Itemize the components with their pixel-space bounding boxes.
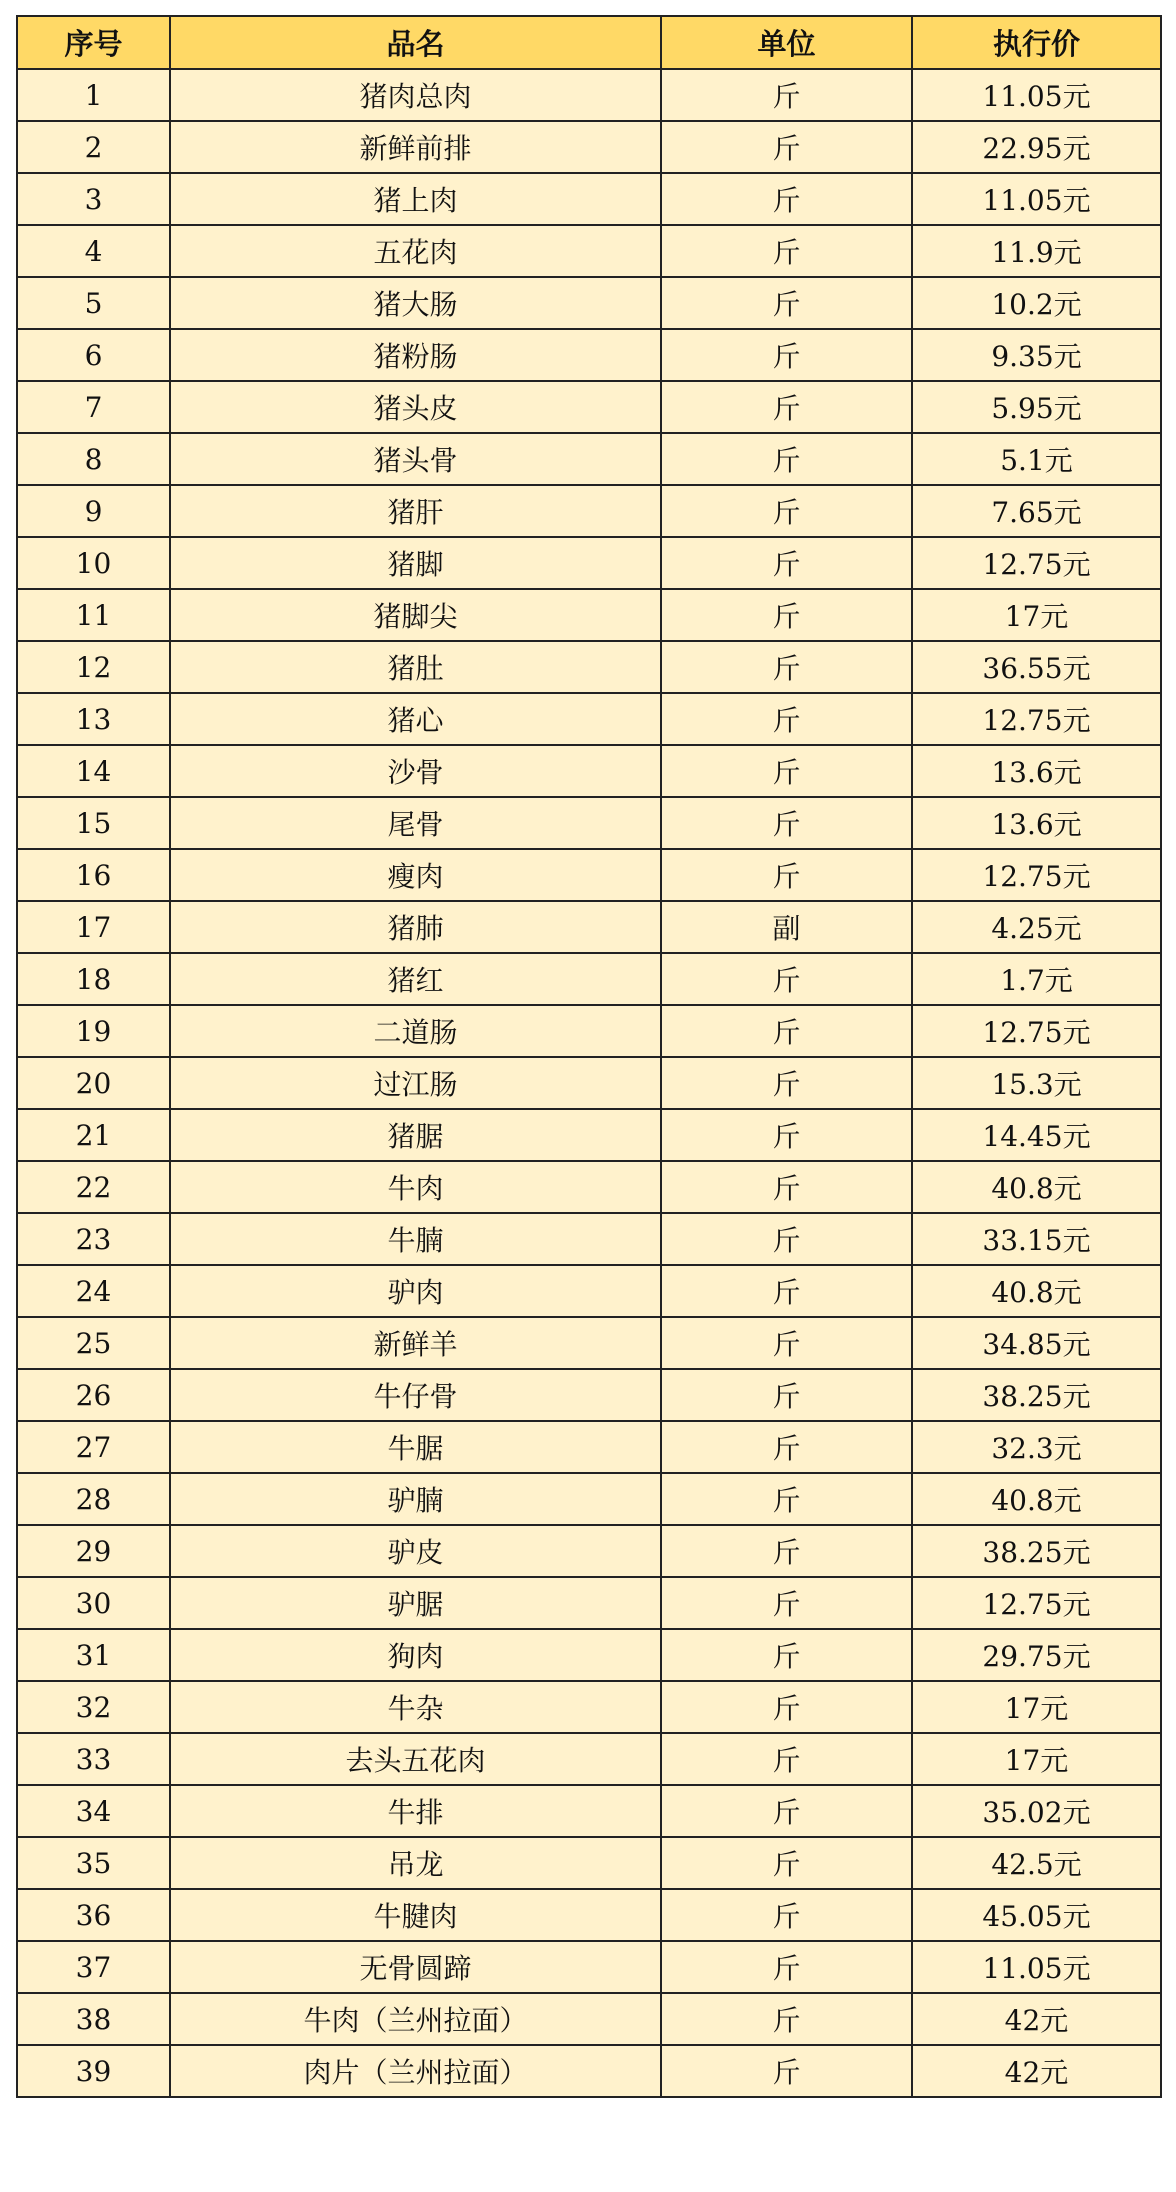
cell-price: 40.8元 xyxy=(912,1473,1161,1525)
cell-unit: 斤 xyxy=(661,69,912,121)
cell-index: 38 xyxy=(17,1993,170,2045)
cell-price: 12.75元 xyxy=(912,693,1161,745)
cell-index: 29 xyxy=(17,1525,170,1577)
cell-unit: 斤 xyxy=(661,277,912,329)
cell-name: 驴皮 xyxy=(170,1525,661,1577)
cell-index: 23 xyxy=(17,1213,170,1265)
cell-unit: 斤 xyxy=(661,1213,912,1265)
cell-name: 牛肉（兰州拉面） xyxy=(170,1993,661,2045)
cell-index: 17 xyxy=(17,901,170,953)
cell-price: 17元 xyxy=(912,1733,1161,1785)
table-row xyxy=(17,1837,1161,1889)
cell-unit: 斤 xyxy=(661,2045,912,2097)
cell-name: 牛腩 xyxy=(170,1213,661,1265)
cell-index: 6 xyxy=(17,329,170,381)
table-row xyxy=(17,953,1161,1005)
cell-name: 猪大肠 xyxy=(170,277,661,329)
table-row xyxy=(17,433,1161,485)
table-header xyxy=(17,16,1161,69)
table-row xyxy=(17,1525,1161,1577)
cell-price: 12.75元 xyxy=(912,1005,1161,1057)
cell-index: 12 xyxy=(17,641,170,693)
cell-price: 5.1元 xyxy=(912,433,1161,485)
table-row xyxy=(17,1941,1161,1993)
cell-unit: 斤 xyxy=(661,797,912,849)
cell-index: 20 xyxy=(17,1057,170,1109)
cell-unit: 斤 xyxy=(661,121,912,173)
cell-unit: 斤 xyxy=(661,433,912,485)
cell-name: 猪红 xyxy=(170,953,661,1005)
cell-price: 42元 xyxy=(912,2045,1161,2097)
cell-unit: 斤 xyxy=(661,745,912,797)
cell-name: 瘦肉 xyxy=(170,849,661,901)
table-row xyxy=(17,329,1161,381)
cell-price: 40.8元 xyxy=(912,1161,1161,1213)
table-row xyxy=(17,1213,1161,1265)
table-row xyxy=(17,1681,1161,1733)
header-price: 执行价 xyxy=(912,16,1161,69)
table-row xyxy=(17,1057,1161,1109)
cell-unit: 斤 xyxy=(661,1941,912,1993)
cell-price: 33.15元 xyxy=(912,1213,1161,1265)
cell-index: 13 xyxy=(17,693,170,745)
cell-index: 19 xyxy=(17,1005,170,1057)
cell-name: 无骨圆蹄 xyxy=(170,1941,661,1993)
cell-index: 30 xyxy=(17,1577,170,1629)
cell-index: 24 xyxy=(17,1265,170,1317)
cell-price: 35.02元 xyxy=(912,1785,1161,1837)
cell-price: 32.3元 xyxy=(912,1421,1161,1473)
cell-name: 新鲜羊 xyxy=(170,1317,661,1369)
cell-name: 牛腒 xyxy=(170,1421,661,1473)
cell-unit: 斤 xyxy=(661,1525,912,1577)
cell-unit: 斤 xyxy=(661,1629,912,1681)
cell-index: 33 xyxy=(17,1733,170,1785)
table-row xyxy=(17,1733,1161,1785)
cell-name: 猪头骨 xyxy=(170,433,661,485)
cell-name: 尾骨 xyxy=(170,797,661,849)
table-row xyxy=(17,693,1161,745)
cell-index: 36 xyxy=(17,1889,170,1941)
cell-index: 7 xyxy=(17,381,170,433)
cell-name: 猪肝 xyxy=(170,485,661,537)
table-row xyxy=(17,589,1161,641)
cell-unit: 斤 xyxy=(661,849,912,901)
cell-price: 12.75元 xyxy=(912,1577,1161,1629)
table-row xyxy=(17,849,1161,901)
cell-price: 42.5元 xyxy=(912,1837,1161,1889)
cell-unit: 斤 xyxy=(661,641,912,693)
cell-price: 15.3元 xyxy=(912,1057,1161,1109)
cell-name: 牛杂 xyxy=(170,1681,661,1733)
cell-name: 五花肉 xyxy=(170,225,661,277)
cell-price: 36.55元 xyxy=(912,641,1161,693)
cell-price: 38.25元 xyxy=(912,1525,1161,1577)
cell-name: 猪脚 xyxy=(170,537,661,589)
cell-index: 10 xyxy=(17,537,170,589)
cell-unit: 斤 xyxy=(661,537,912,589)
table-body xyxy=(17,69,1161,2097)
table-row xyxy=(17,901,1161,953)
cell-unit: 斤 xyxy=(661,1785,912,1837)
cell-unit: 斤 xyxy=(661,1317,912,1369)
table-row xyxy=(17,1109,1161,1161)
cell-unit: 斤 xyxy=(661,1369,912,1421)
cell-index: 35 xyxy=(17,1837,170,1889)
cell-name: 猪粉肠 xyxy=(170,329,661,381)
table-row xyxy=(17,797,1161,849)
cell-price: 13.6元 xyxy=(912,797,1161,849)
table-row xyxy=(17,1161,1161,1213)
cell-unit: 斤 xyxy=(661,173,912,225)
table-row xyxy=(17,1005,1161,1057)
cell-price: 1.7元 xyxy=(912,953,1161,1005)
table-row xyxy=(17,1629,1161,1681)
cell-name: 牛排 xyxy=(170,1785,661,1837)
cell-unit: 斤 xyxy=(661,381,912,433)
cell-name: 猪肺 xyxy=(170,901,661,953)
cell-price: 9.35元 xyxy=(912,329,1161,381)
cell-index: 1 xyxy=(17,69,170,121)
cell-index: 3 xyxy=(17,173,170,225)
cell-name: 驴腩 xyxy=(170,1473,661,1525)
header-index: 序号 xyxy=(17,16,170,69)
cell-name: 猪脚尖 xyxy=(170,589,661,641)
cell-price: 17元 xyxy=(912,1681,1161,1733)
table-row xyxy=(17,225,1161,277)
cell-unit: 斤 xyxy=(661,1733,912,1785)
cell-unit: 斤 xyxy=(661,1837,912,1889)
cell-name: 过江肠 xyxy=(170,1057,661,1109)
cell-name: 新鲜前排 xyxy=(170,121,661,173)
table-row xyxy=(17,1577,1161,1629)
cell-name: 二道肠 xyxy=(170,1005,661,1057)
cell-index: 16 xyxy=(17,849,170,901)
cell-index: 4 xyxy=(17,225,170,277)
cell-index: 21 xyxy=(17,1109,170,1161)
cell-unit: 斤 xyxy=(661,225,912,277)
cell-index: 26 xyxy=(17,1369,170,1421)
cell-index: 25 xyxy=(17,1317,170,1369)
table-row xyxy=(17,381,1161,433)
cell-unit: 斤 xyxy=(661,953,912,1005)
cell-index: 14 xyxy=(17,745,170,797)
cell-name: 猪心 xyxy=(170,693,661,745)
cell-name: 驴腒 xyxy=(170,1577,661,1629)
price-table xyxy=(16,15,1162,2098)
table-row xyxy=(17,173,1161,225)
cell-name: 肉片（兰州拉面） xyxy=(170,2045,661,2097)
cell-price: 40.8元 xyxy=(912,1265,1161,1317)
table-row xyxy=(17,1473,1161,1525)
cell-name: 驴肉 xyxy=(170,1265,661,1317)
cell-index: 22 xyxy=(17,1161,170,1213)
cell-index: 28 xyxy=(17,1473,170,1525)
cell-unit: 斤 xyxy=(661,1577,912,1629)
cell-unit: 斤 xyxy=(661,1265,912,1317)
cell-unit: 斤 xyxy=(661,1473,912,1525)
cell-price: 11.05元 xyxy=(912,173,1161,225)
header-name: 品名 xyxy=(170,16,661,69)
cell-price: 12.75元 xyxy=(912,849,1161,901)
table-row xyxy=(17,1369,1161,1421)
cell-index: 32 xyxy=(17,1681,170,1733)
cell-index: 18 xyxy=(17,953,170,1005)
cell-price: 11.05元 xyxy=(912,69,1161,121)
table-row xyxy=(17,1993,1161,2045)
cell-unit: 斤 xyxy=(661,1421,912,1473)
cell-index: 9 xyxy=(17,485,170,537)
cell-price: 12.75元 xyxy=(912,537,1161,589)
cell-price: 10.2元 xyxy=(912,277,1161,329)
cell-name: 猪肚 xyxy=(170,641,661,693)
cell-unit: 斤 xyxy=(661,1005,912,1057)
cell-price: 38.25元 xyxy=(912,1369,1161,1421)
cell-name: 沙骨 xyxy=(170,745,661,797)
cell-price: 5.95元 xyxy=(912,381,1161,433)
cell-price: 11.05元 xyxy=(912,1941,1161,1993)
header-unit: 单位 xyxy=(661,16,912,69)
cell-unit: 斤 xyxy=(661,1161,912,1213)
cell-name: 牛仔骨 xyxy=(170,1369,661,1421)
table-row xyxy=(17,1889,1161,1941)
header-row xyxy=(17,16,1161,69)
cell-unit: 斤 xyxy=(661,1109,912,1161)
table-row xyxy=(17,2045,1161,2097)
cell-name: 牛腱肉 xyxy=(170,1889,661,1941)
cell-index: 11 xyxy=(17,589,170,641)
cell-price: 29.75元 xyxy=(912,1629,1161,1681)
cell-index: 15 xyxy=(17,797,170,849)
table-row xyxy=(17,641,1161,693)
cell-unit: 副 xyxy=(661,901,912,953)
cell-price: 45.05元 xyxy=(912,1889,1161,1941)
cell-price: 11.9元 xyxy=(912,225,1161,277)
cell-unit: 斤 xyxy=(661,1993,912,2045)
table-row xyxy=(17,745,1161,797)
cell-index: 8 xyxy=(17,433,170,485)
cell-name: 去头五花肉 xyxy=(170,1733,661,1785)
cell-index: 2 xyxy=(17,121,170,173)
cell-price: 14.45元 xyxy=(912,1109,1161,1161)
table-row xyxy=(17,485,1161,537)
cell-price: 34.85元 xyxy=(912,1317,1161,1369)
cell-price: 4.25元 xyxy=(912,901,1161,953)
table-row xyxy=(17,1785,1161,1837)
cell-index: 31 xyxy=(17,1629,170,1681)
cell-unit: 斤 xyxy=(661,1889,912,1941)
cell-index: 5 xyxy=(17,277,170,329)
cell-name: 狗肉 xyxy=(170,1629,661,1681)
cell-unit: 斤 xyxy=(661,589,912,641)
table-row xyxy=(17,121,1161,173)
cell-unit: 斤 xyxy=(661,485,912,537)
cell-index: 39 xyxy=(17,2045,170,2097)
cell-price: 22.95元 xyxy=(912,121,1161,173)
cell-unit: 斤 xyxy=(661,329,912,381)
cell-name: 牛肉 xyxy=(170,1161,661,1213)
cell-name: 吊龙 xyxy=(170,1837,661,1889)
cell-price: 7.65元 xyxy=(912,485,1161,537)
table-row xyxy=(17,277,1161,329)
cell-unit: 斤 xyxy=(661,1057,912,1109)
cell-price: 13.6元 xyxy=(912,745,1161,797)
cell-unit: 斤 xyxy=(661,1681,912,1733)
table-row xyxy=(17,1421,1161,1473)
cell-name: 猪上肉 xyxy=(170,173,661,225)
table-row xyxy=(17,1317,1161,1369)
cell-index: 34 xyxy=(17,1785,170,1837)
cell-name: 猪腒 xyxy=(170,1109,661,1161)
cell-unit: 斤 xyxy=(661,693,912,745)
table-row xyxy=(17,1265,1161,1317)
table-row xyxy=(17,537,1161,589)
cell-name: 猪肉总肉 xyxy=(170,69,661,121)
cell-name: 猪头皮 xyxy=(170,381,661,433)
table-row xyxy=(17,69,1161,121)
cell-price: 42元 xyxy=(912,1993,1161,2045)
cell-index: 27 xyxy=(17,1421,170,1473)
cell-index: 37 xyxy=(17,1941,170,1993)
cell-price: 17元 xyxy=(912,589,1161,641)
